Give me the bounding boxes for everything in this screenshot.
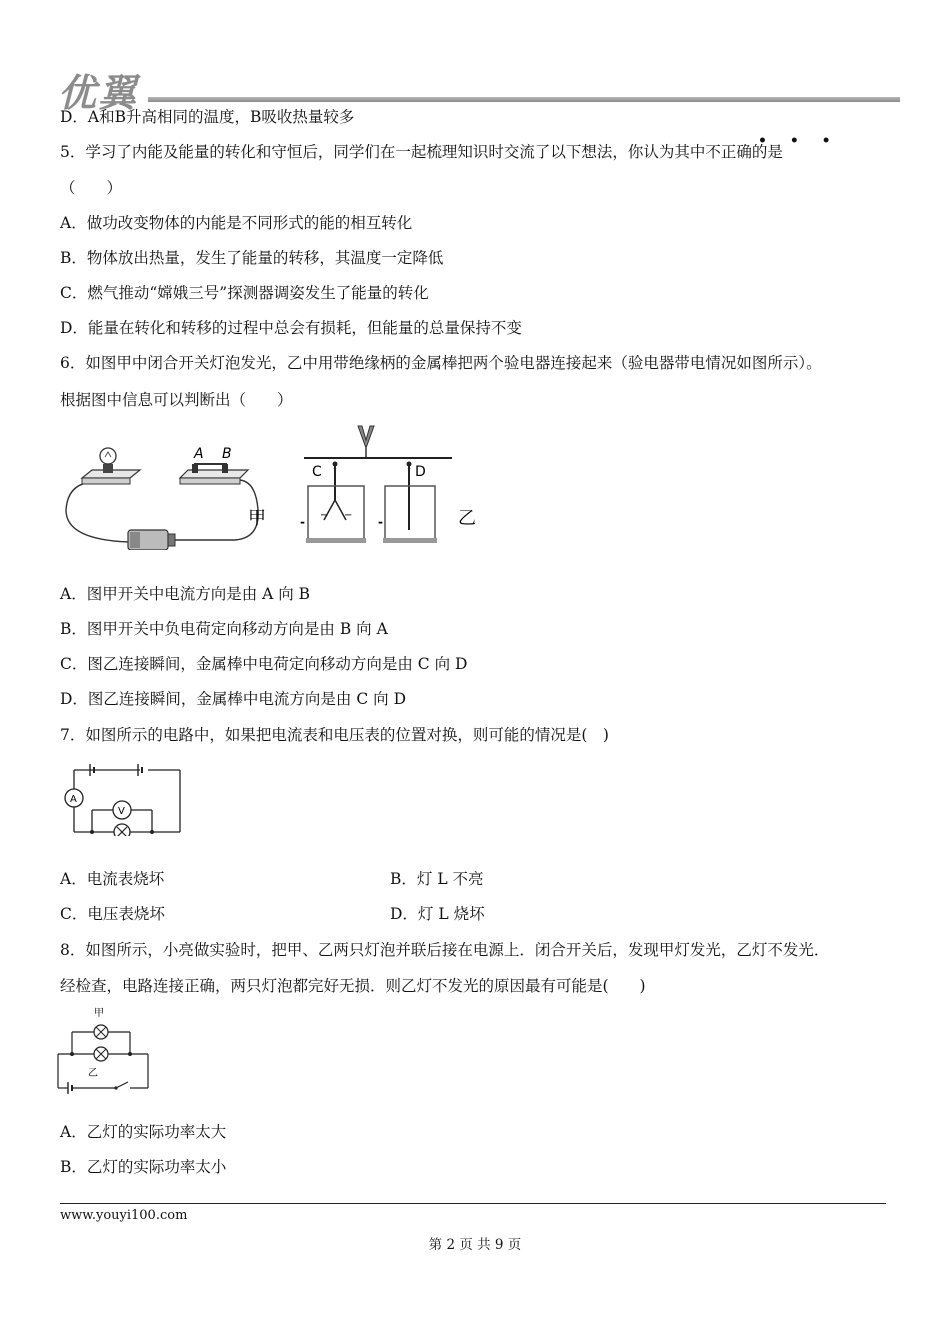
logo-text: 优翼 [58,71,139,115]
electroscope-label-d: D [415,464,426,480]
footer-url: www.youyi100.com [60,1208,188,1223]
figure-6-circuit [60,440,275,550]
svg-text:-: - [300,515,305,529]
svg-text:−: − [320,510,329,521]
header-rule [148,97,900,102]
figure-7-circuit [62,760,187,836]
q7-stem: 7．如图所示的电路中，如果把电流表和电压表的位置对换，则可能的情况是( ) [60,726,609,744]
q5-option-d: D．能量在转化和转移的过程中总会有损耗，但能量的总量保持不变 [60,319,522,337]
page-number: 第 2 页 共 9 页 [428,1237,522,1253]
switch-label-b: B [222,446,232,462]
option-d-prev: D．A和B升高相同的温度，B吸收热量较多 [60,108,355,126]
footer-rule [60,1203,886,1204]
q6-option-d: D．图乙连接瞬间，金属棒中电流方向是由 C 向 D [60,690,406,708]
svg-text:-: - [378,515,383,529]
q6-stem-1: 6．如图甲中闭合开关灯泡发光，乙中用带绝缘柄的金属棒把两个验电器连接起来（验电器带电情况如图所示）。 [60,354,822,372]
q6-option-b: B．图甲开关中负电荷定向移动方向是由 B 向 A [60,620,388,638]
switch-label-a: A [194,446,204,462]
q8-stem-1: 8．如图所示，小亮做实验时，把甲、乙两只灯泡并联后接在电源上．闭合开关后，发现甲灯发光，乙灯不发光． [60,941,830,959]
q5-option-c: C．燃气推动“嫦娥三号”探测器调姿发生了能量的转化 [60,284,429,302]
figure-6-caption-jia: 甲 [248,508,266,529]
lamp-yi-label: 乙 [88,1068,98,1079]
q7-option-d: D．灯 L 烧坏 [390,905,485,923]
q6-option-a: A．图甲开关中电流方向是由 A 向 B [60,585,311,603]
q5-stem: 5．学习了内能及能量的转化和守恒后，同学们在一起梳理知识时交流了以下想法，你认为其中不正确的是 [60,143,783,161]
q5-paren: （ ） [60,179,123,197]
q7-option-b: B．灯 L 不亮 [390,870,484,888]
q6-option-c: C．图乙连接瞬间，金属棒中电荷定向移动方向是由 C 向 D [60,655,468,673]
q5-option-b: B．物体放出热量，发生了能量的转移，其温度一定降低 [60,249,444,267]
figure-6-caption-yi: 乙 [458,508,476,529]
q8-stem-2: 经检查，电路连接正确，两只灯泡都完好无损．则乙灯不发光的原因最有可能是( ) [60,977,646,995]
q6-stem-2: 根据图中信息可以判断出（ ） [60,391,293,409]
ammeter-label: A [70,794,77,805]
figure-8-circuit [54,1004,154,1094]
q7-option-a: A．电流表烧坏 [60,870,165,888]
q8-option-b: B．乙灯的实际功率太小 [60,1158,227,1176]
emphasis-dots: • • • [758,133,840,149]
voltmeter-label: V [118,806,125,817]
figure-6-electroscopes [300,420,490,550]
lamp-jia-label: 甲 [94,1008,104,1019]
q7-option-c: C．电压表烧坏 [60,905,165,923]
q8-option-a: A．乙灯的实际功率太大 [60,1123,227,1141]
svg-text:−: − [344,510,353,521]
electroscope-label-c: C [312,464,322,480]
q5-option-a: A．做功改变物体的内能是不同形式的能的相互转化 [60,214,413,232]
